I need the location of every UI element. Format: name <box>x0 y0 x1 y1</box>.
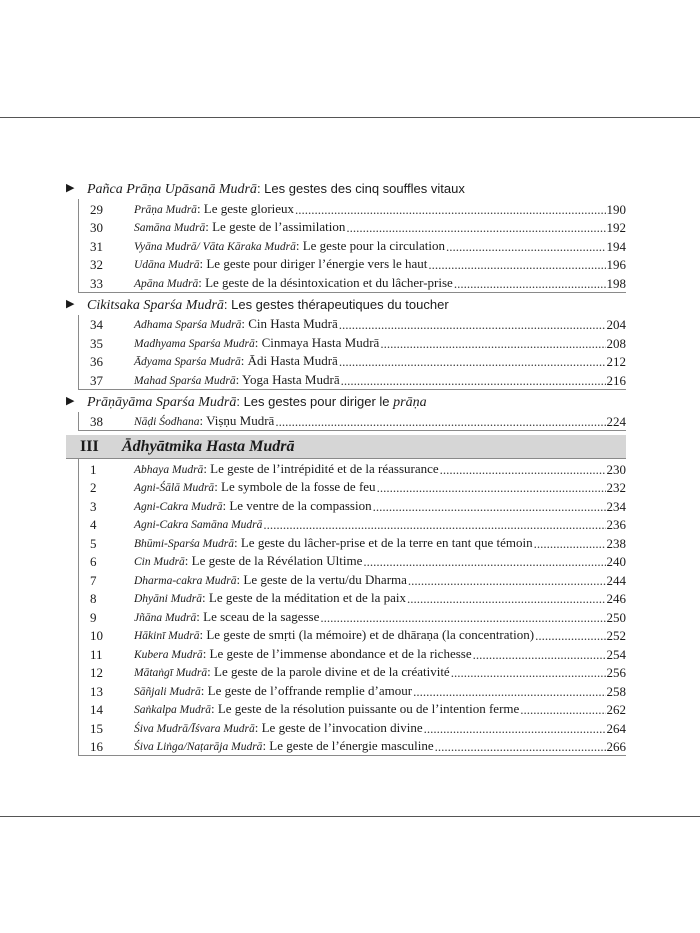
entry-number: 33 <box>90 275 103 291</box>
leader-dots <box>407 591 606 607</box>
entry-number: 3 <box>90 498 97 514</box>
section-title-rest: : Les gestes des cinq souffles vitaux <box>256 181 465 196</box>
leader-dots <box>473 647 606 663</box>
leader-dots <box>295 202 605 218</box>
entry-number: 32 <box>90 257 103 272</box>
entry-label: Kubera Mudrā: Le geste de l’immense abondance et de la richesse <box>134 645 472 661</box>
entry-label: Udāna Mudrā: Le geste pour diriger l’énergie vers le haut <box>134 256 428 271</box>
leader-dots <box>454 276 606 292</box>
toc-entry[interactable] <box>79 478 626 497</box>
leader-dots <box>263 517 605 533</box>
leader-dots <box>275 414 605 430</box>
entry-number: 8 <box>90 591 97 606</box>
section-title-italic: Cikitsaka Sparśa Mudrā <box>87 297 224 313</box>
leader-dots <box>408 573 606 589</box>
entry-number: 7 <box>90 572 97 588</box>
section-entries <box>78 412 626 432</box>
entry-label: Apāna Mudrā: Le geste de la désintoxication et du lâcher-prise <box>134 274 453 290</box>
entry-number: 29 <box>90 201 103 217</box>
leader-dots <box>363 554 605 570</box>
leader-dots <box>435 739 606 755</box>
entry-label: Saṅkalpa Mudrā: Le geste de la résolution puissante ou de l’intention ferme <box>134 701 520 716</box>
entry-label: Madhyama Sparśa Mudrā: Cinmaya Hasta Mudrā <box>134 334 380 350</box>
toc-entry[interactable] <box>79 700 626 719</box>
entry-label: Mahad Sparśa Mudrā: Yoga Hasta Mudrā <box>134 371 340 387</box>
entry-page: 238 <box>606 535 626 551</box>
leader-dots <box>534 536 606 552</box>
section-heading <box>66 178 626 199</box>
entry-number: 15 <box>90 720 103 736</box>
entry-label: Dhyāni Mudrā: Le geste de la méditation et de la paix <box>134 590 406 605</box>
entry-page: 194 <box>606 238 626 254</box>
leader-dots <box>520 702 605 718</box>
toc-entry[interactable] <box>79 570 626 589</box>
toc-entry[interactable] <box>79 515 626 534</box>
entry-number: 2 <box>90 480 97 495</box>
leader-dots <box>339 354 606 370</box>
entry-label: Nāḍi Śodhana: Viṣṇu Mudrā <box>134 413 275 428</box>
table-of-contents <box>66 178 626 757</box>
toc-entry[interactable] <box>79 412 626 431</box>
leader-dots <box>373 499 606 515</box>
bottom-rule <box>0 816 700 817</box>
part-title: Ādhyātmika Hasta Mudrā <box>122 437 295 455</box>
entry-page: 216 <box>606 372 626 388</box>
entry-page: 266 <box>606 739 626 754</box>
entry-page: 198 <box>606 275 626 291</box>
toc-entry[interactable] <box>79 644 626 663</box>
section-title-italic: Pañca Prāṇa Upāsanā Mudrā <box>87 182 257 197</box>
section-entries <box>78 199 626 293</box>
section-title-tail: prāṇa <box>393 394 427 410</box>
entry-page: 250 <box>606 609 626 625</box>
part-entries <box>66 459 626 756</box>
entry-page: 212 <box>606 354 626 369</box>
entry-label: Prāṇa Mudrā: Le geste glorieux <box>134 200 295 216</box>
entry-number: 35 <box>90 335 103 351</box>
toc-entry[interactable] <box>79 236 626 255</box>
entry-page: 258 <box>606 683 626 699</box>
entry-page: 254 <box>606 646 626 662</box>
toc-entry[interactable] <box>79 199 626 218</box>
toc-entry[interactable] <box>79 218 626 237</box>
leader-dots <box>440 462 606 478</box>
entry-page: 240 <box>606 554 626 569</box>
entry-number: 38 <box>90 414 103 429</box>
entry-number: 6 <box>90 554 97 569</box>
entry-number: 10 <box>90 628 103 643</box>
toc-entry[interactable] <box>79 273 626 292</box>
part-heading <box>66 435 626 459</box>
entry-number: 34 <box>90 317 103 332</box>
entry-number: 16 <box>90 739 103 754</box>
section-title-rest: : Les gestes pour diriger le <box>236 393 394 409</box>
leader-dots <box>341 373 606 389</box>
entry-label: Mātaṅgī Mudrā: Le geste de la parole divine et de la créativité <box>134 664 450 679</box>
entry-page: 262 <box>606 702 626 717</box>
toc-entry[interactable] <box>79 552 626 571</box>
entry-label: Śiva Mudrā/Īśvara Mudrā: Le geste de l’invocation divine <box>134 719 423 735</box>
entry-label: Cin Mudrā: Le geste de la Révélation Ultime <box>134 553 363 568</box>
section-heading <box>66 391 626 412</box>
entry-page: 234 <box>606 498 626 514</box>
section-title-italic: Prāṇāyāma Sparśa Mudrā <box>87 394 237 410</box>
entry-page: 236 <box>606 517 626 532</box>
entry-page: 208 <box>606 335 626 351</box>
entry-label: Adhama Sparśa Mudrā: Cin Hasta Mudrā <box>134 316 338 331</box>
toc-entry[interactable] <box>79 315 626 334</box>
entry-page: 244 <box>606 572 626 588</box>
entry-number: 31 <box>90 238 103 254</box>
section-heading <box>66 294 626 315</box>
entry-label: Bhūmi-Sparśa Mudrā: Le geste du lâcher-prise et de la terre en tant que témoin <box>134 534 533 550</box>
toc-entry[interactable] <box>79 626 626 645</box>
toc-entry[interactable] <box>79 255 626 274</box>
entry-number: 14 <box>90 702 103 717</box>
entry-label: Agni-Śālā Mudrā: Le symbole de la fosse de feu <box>134 479 376 494</box>
toc-entry[interactable] <box>79 589 626 608</box>
entry-page: 246 <box>606 591 626 606</box>
leader-dots <box>446 239 606 255</box>
leader-dots <box>424 721 606 737</box>
entry-number: 11 <box>90 646 103 662</box>
entry-label: Dharma-cakra Mudrā: Le geste de la vertu/du Dharma <box>134 571 407 587</box>
entry-label: Sāñjali Mudrā: Le geste de l’offrande remplie d’amour <box>134 682 413 698</box>
entry-number: 13 <box>90 683 103 699</box>
toc-entry[interactable] <box>79 333 626 352</box>
play-arrow-icon: ▶ <box>66 182 75 194</box>
entry-page: 224 <box>606 414 626 429</box>
entry-number: 37 <box>90 372 103 388</box>
toc-entry[interactable] <box>79 607 626 626</box>
leader-dots <box>451 665 606 681</box>
entry-label: Samāna Mudrā: Le geste de l’assimilation <box>134 219 346 234</box>
play-arrow-icon: ▶ <box>66 297 75 310</box>
entry-label: Agni-Cakra Samāna Mudrā <box>134 519 263 531</box>
leader-dots <box>320 610 605 626</box>
entry-number: 36 <box>90 354 103 369</box>
entry-label: Agni-Cakra Mudrā: Le ventre de la compassion <box>134 497 372 513</box>
section-entries <box>78 315 626 390</box>
toc-entry[interactable] <box>79 533 626 552</box>
leader-dots <box>377 480 606 496</box>
entry-page: 264 <box>606 720 626 736</box>
toc-entry[interactable] <box>79 459 626 478</box>
entry-page: 192 <box>606 220 626 235</box>
entry-number: 1 <box>90 461 97 477</box>
leader-dots <box>428 257 605 273</box>
entry-page: 204 <box>606 317 626 332</box>
entry-number: 4 <box>90 517 97 532</box>
leader-dots <box>346 220 605 236</box>
toc-entry[interactable] <box>79 681 626 700</box>
entry-page: 252 <box>606 628 626 643</box>
toc-entry[interactable] <box>79 663 626 682</box>
entry-page: 196 <box>606 257 626 272</box>
entry-label: Hākinī Mudrā: Le geste de smṛti (la mémoire) et de dhāraṇa (la concentration) <box>134 627 535 642</box>
section-title-rest: : Les gestes thérapeutiques du toucher <box>223 296 449 312</box>
toc-entry[interactable] <box>79 352 626 371</box>
leader-dots <box>413 684 605 700</box>
leader-dots <box>380 336 605 352</box>
toc-entry[interactable] <box>79 370 626 389</box>
toc-entry[interactable] <box>79 496 626 515</box>
toc-entry[interactable] <box>79 718 626 737</box>
entry-label: Jñāna Mudrā: Le sceau de la sagesse <box>134 608 320 624</box>
leader-dots <box>535 628 605 644</box>
toc-entry[interactable] <box>79 737 626 756</box>
entry-label: Ādyama Sparśa Mudrā: Ādi Hasta Mudrā <box>134 353 338 368</box>
entry-label: Vyāna Mudrā/ Vāta Kāraka Mudrā: Le geste pour la circulation <box>134 237 445 253</box>
leader-dots <box>339 317 606 333</box>
entry-page: 256 <box>606 665 626 680</box>
part-number: III <box>80 437 99 455</box>
entry-number: 12 <box>90 665 103 680</box>
entry-label: Abhaya Mudrā: Le geste de l’intrépidité et de la réassurance <box>134 460 439 476</box>
entry-page: 232 <box>606 480 626 495</box>
top-rule <box>0 117 700 118</box>
entry-label: Śiva Liṅga/Naṭarāja Mudrā: Le geste de l’énergie masculine <box>134 738 434 753</box>
play-arrow-icon: ▶ <box>66 394 75 407</box>
entry-page: 190 <box>606 201 626 217</box>
entry-number: 5 <box>90 535 97 551</box>
entry-number: 30 <box>90 220 103 235</box>
entry-page: 230 <box>606 461 626 477</box>
entry-number: 9 <box>90 609 97 625</box>
